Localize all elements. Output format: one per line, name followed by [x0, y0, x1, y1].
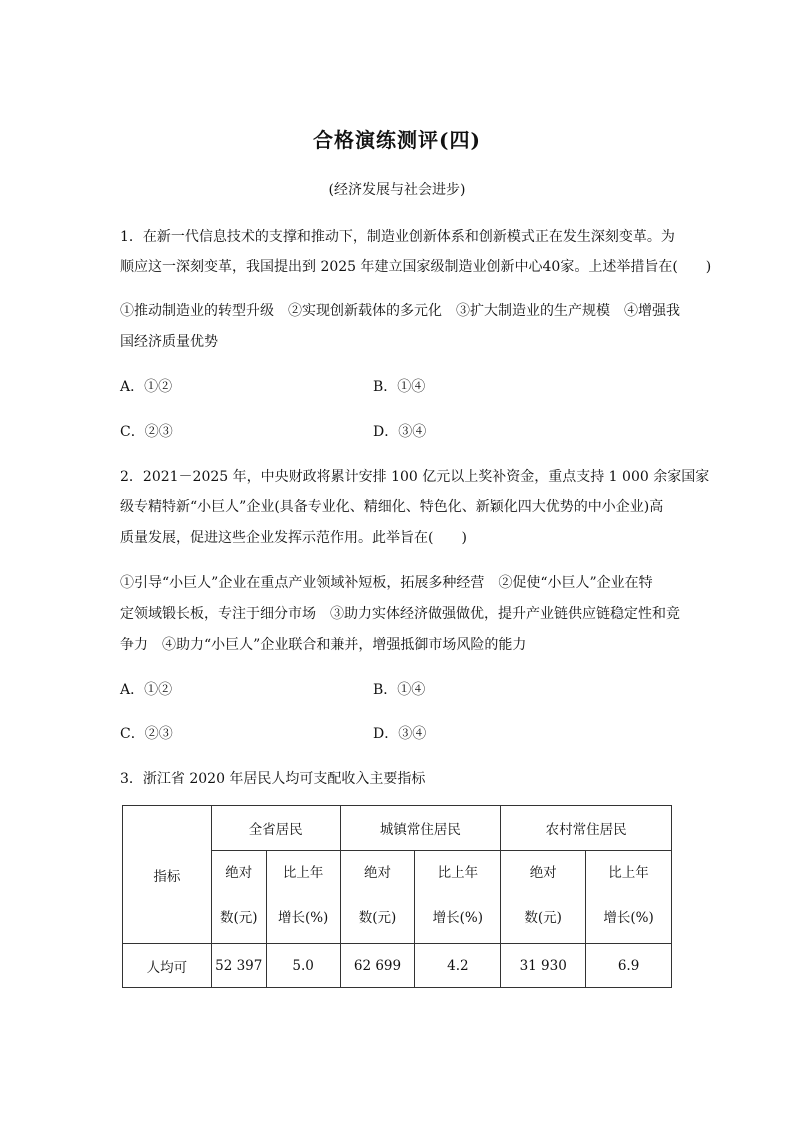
- table-row: [123, 944, 672, 988]
- q2-stem-line-1: 2．2021－2025 年，中央财政将累计安排 100 亿元以上奖补资金，重点支持 1 000 余家国家: [120, 469, 710, 485]
- page-subtitle: (经济发展与社会进步): [328, 182, 466, 198]
- indicator-header: 指标: [123, 806, 212, 944]
- subheader-growth: 比上年 增长(%): [586, 851, 672, 944]
- table-cell: 6.9: [586, 944, 672, 988]
- income-table: [122, 805, 672, 988]
- table-cell: 31 930: [501, 944, 586, 988]
- q1-statement-line-2: 国经济质量优势: [120, 334, 218, 350]
- q2-statement-line-2: 定领域锻长板，专注于细分市场 ③助力实体经济做强做优，提升产业链供应链稳定性和竞: [120, 606, 680, 622]
- q2-option-a: A．①②: [120, 682, 173, 698]
- q2-stem-line-3: 质量发展，促进这些企业发挥示范作用。此举旨在( ): [120, 530, 467, 546]
- group-header-province: 全省居民: [211, 806, 340, 851]
- table-cell: 4.2: [415, 944, 501, 988]
- q2-stem-line-2: 级专精特新“小巨人”企业(具备专业化、精细化、特色化、新颖化四大优势的中小企业)高: [120, 499, 664, 515]
- group-header-rural: 农村常住居民: [501, 806, 672, 851]
- subheader-absolute: 绝对 数(元): [340, 851, 415, 944]
- subheader-absolute: 绝对 数(元): [501, 851, 586, 944]
- q1-option-d: D．③④: [373, 424, 427, 440]
- q3-stem: 3．浙江省 2020 年居民人均可支配收入主要指标: [120, 771, 426, 787]
- q1-stem-line-1: 1．在新一代信息技术的支撑和推动下，制造业创新体系和创新模式正在发生深刻变革。为: [120, 229, 675, 245]
- row-label: 人均可: [123, 944, 212, 988]
- q2-option-d: D．③④: [373, 726, 427, 742]
- subheader-growth: 比上年 增长(%): [415, 851, 501, 944]
- q1-statement-line-1: ①推动制造业的转型升级 ②实现创新载体的多元化 ③扩大制造业的生产规模 ④增强我: [120, 303, 680, 319]
- subheader-growth: 比上年 增长(%): [266, 851, 340, 944]
- q1-option-a: A．①②: [120, 379, 173, 395]
- page-title: 合格演练测评(四): [313, 128, 481, 152]
- q2-statement-line-1: ①引导“小巨人”企业在重点产业领域补短板，拓展多种经营 ②促使“小巨人”企业在特: [120, 575, 653, 591]
- q1-option-c: C．②③: [120, 424, 173, 440]
- q2-option-c: C．②③: [120, 726, 173, 742]
- subheader-absolute: 绝对 数(元): [211, 851, 266, 944]
- q1-option-b: B．①④: [373, 379, 426, 395]
- table-cell: 5.0: [266, 944, 340, 988]
- q2-statement-line-3: 争力 ④助力“小巨人”企业联合和兼并，增强抵御市场风险的能力: [120, 637, 527, 653]
- table-cell: 52 397: [211, 944, 266, 988]
- q1-stem-line-2: 顺应这一深刻变革，我国提出到 2025 年建立国家级制造业创新中心40家。上述举措旨在( ): [120, 259, 712, 275]
- table-cell: 62 699: [340, 944, 415, 988]
- group-header-urban: 城镇常住居民: [340, 806, 501, 851]
- q2-option-b: B．①④: [373, 682, 426, 698]
